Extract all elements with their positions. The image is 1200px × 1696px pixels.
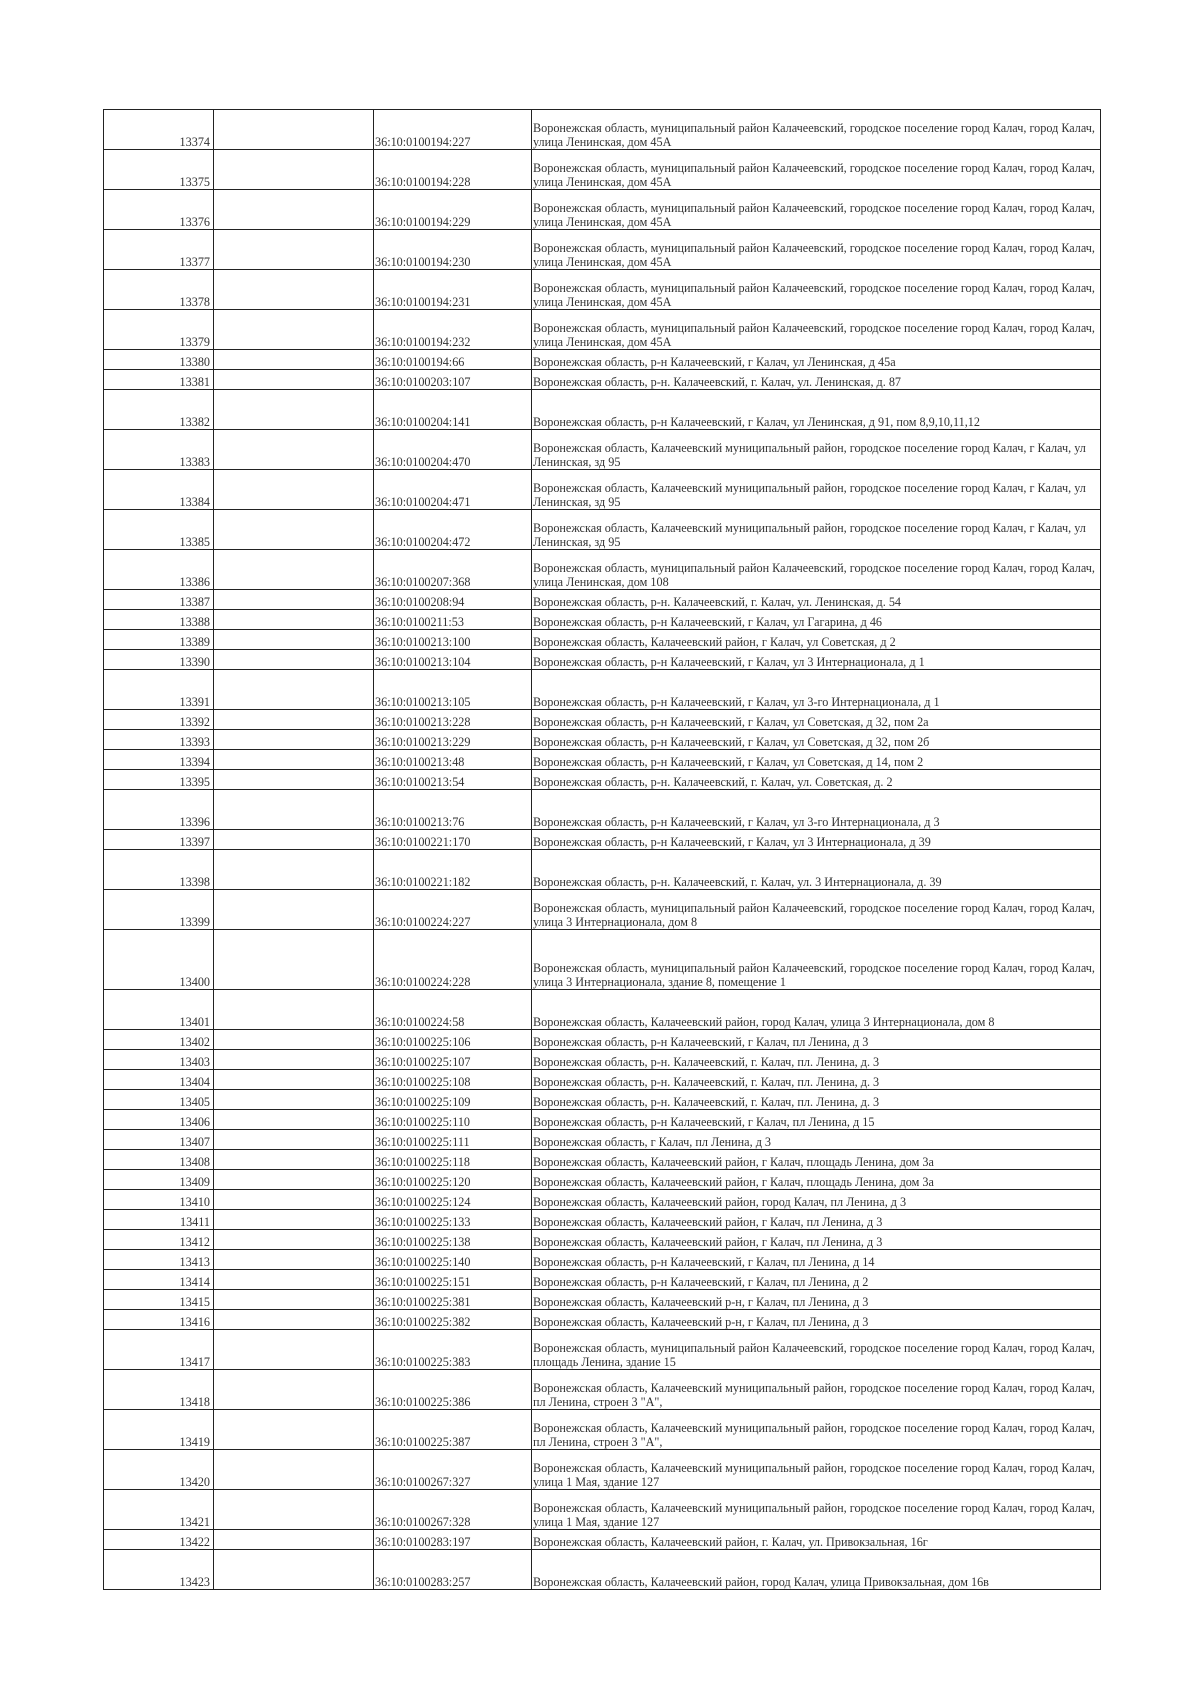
empty-cell — [214, 470, 374, 510]
address-cell: Воронежская область, Калачеевский муниципальный район, городское поселение город Калач, г Калач, ул Ленинская, зд 95 — [532, 430, 1101, 470]
row-number: 13405 — [104, 1090, 214, 1110]
table-row — [104, 390, 1101, 430]
address-cell: Воронежская область, р-н Калачеевский, г Калач, ул 3-го Интернационала, д 3 — [532, 790, 1101, 830]
empty-cell — [214, 830, 374, 850]
row-number: 13388 — [104, 610, 214, 630]
cadastral-number: 36:10:0100225:381 — [374, 1290, 532, 1310]
cadastral-number: 36:10:0100267:327 — [374, 1450, 532, 1490]
row-number: 13377 — [104, 230, 214, 270]
address-cell: Воронежская область, р-н. Калачеевский, г. Калач, пл. Ленина, д. 3 — [532, 1050, 1101, 1070]
address-cell: Воронежская область, г Калач, пл Ленина, д 3 — [532, 1130, 1101, 1150]
cadastral-number: 36:10:0100208:94 — [374, 590, 532, 610]
address-cell: Воронежская область, Калачеевский район, город Калач, пл Ленина, д 3 — [532, 1190, 1101, 1210]
cadastral-number: 36:10:0100194:230 — [374, 230, 532, 270]
table-row — [104, 1190, 1101, 1210]
row-number: 13411 — [104, 1210, 214, 1230]
table-row — [104, 630, 1101, 650]
empty-cell — [214, 1070, 374, 1090]
empty-cell — [214, 1490, 374, 1530]
cadastral-number: 36:10:0100225:124 — [374, 1190, 532, 1210]
empty-cell — [214, 1370, 374, 1410]
row-number: 13374 — [104, 110, 214, 150]
table-row — [104, 710, 1101, 730]
empty-cell — [214, 1310, 374, 1330]
table-row — [104, 1250, 1101, 1270]
cadastral-number: 36:10:0100213:228 — [374, 710, 532, 730]
cadastral-number: 36:10:0100194:66 — [374, 350, 532, 370]
row-number: 13418 — [104, 1370, 214, 1410]
row-number: 13410 — [104, 1190, 214, 1210]
registry-rows — [104, 110, 1101, 1590]
row-number: 13392 — [104, 710, 214, 730]
empty-cell — [214, 350, 374, 370]
empty-cell — [214, 1250, 374, 1270]
empty-cell — [214, 1090, 374, 1110]
row-number: 13396 — [104, 790, 214, 830]
table-row — [104, 230, 1101, 270]
row-number: 13397 — [104, 830, 214, 850]
address-cell: Воронежская область, Калачеевский муниципальный район, городское поселение город Калач, город Калач, пл Ленина, строен 3 "А", — [532, 1410, 1101, 1450]
cadastral-number: 36:10:0100225:107 — [374, 1050, 532, 1070]
empty-cell — [214, 850, 374, 890]
address-cell: Воронежская область, р-н Калачеевский, г Калач, ул Ленинская, д 45а — [532, 350, 1101, 370]
empty-cell — [214, 790, 374, 830]
row-number: 13403 — [104, 1050, 214, 1070]
cadastral-number: 36:10:0100225:387 — [374, 1410, 532, 1450]
address-cell: Воронежская область, муниципальный район Калачеевский, городское поселение город Калач, город Калач, улица 3 Интернационала, здание 8, помещение 1 — [532, 930, 1101, 990]
cadastral-number: 36:10:0100194:231 — [374, 270, 532, 310]
table-row — [104, 990, 1101, 1030]
address-cell: Воронежская область, р-н Калачеевский, г Калач, ул 3-го Интернационала, д 1 — [532, 670, 1101, 710]
address-cell: Воронежская область, муниципальный район Калачеевский, городское поселение город Калач, город Калач, площадь Ленина, здание 15 — [532, 1330, 1101, 1370]
row-number: 13419 — [104, 1410, 214, 1450]
empty-cell — [214, 1290, 374, 1310]
empty-cell — [214, 730, 374, 750]
table-row — [104, 1550, 1101, 1590]
cadastral-number: 36:10:0100194:232 — [374, 310, 532, 350]
cadastral-number: 36:10:0100204:470 — [374, 430, 532, 470]
cadastral-number: 36:10:0100225:111 — [374, 1130, 532, 1150]
empty-cell — [214, 1530, 374, 1550]
row-number: 13393 — [104, 730, 214, 750]
address-cell: Воронежская область, р-н Калачеевский, г Калач, ул Советская, д 32, пом 2б — [532, 730, 1101, 750]
table-row — [104, 750, 1101, 770]
address-cell: Воронежская область, р-н. Калачеевский, г. Калач, ул. 3 Интернационала, д. 39 — [532, 850, 1101, 890]
empty-cell — [214, 550, 374, 590]
cadastral-number: 36:10:0100225:382 — [374, 1310, 532, 1330]
empty-cell — [214, 1550, 374, 1590]
empty-cell — [214, 930, 374, 990]
table-row — [104, 1530, 1101, 1550]
table-row — [104, 270, 1101, 310]
empty-cell — [214, 510, 374, 550]
row-number: 13407 — [104, 1130, 214, 1150]
cadastral-number: 36:10:0100221:170 — [374, 830, 532, 850]
row-number: 13385 — [104, 510, 214, 550]
row-number: 13404 — [104, 1070, 214, 1090]
table-row — [104, 1490, 1101, 1530]
cadastral-number: 36:10:0100221:182 — [374, 850, 532, 890]
empty-cell — [214, 890, 374, 930]
cadastral-number: 36:10:0100211:53 — [374, 610, 532, 630]
empty-cell — [214, 1050, 374, 1070]
table-row — [104, 850, 1101, 890]
address-cell: Воронежская область, муниципальный район Калачеевский, городское поселение город Калач, город Калач, улица Ленинская, дом 108 — [532, 550, 1101, 590]
address-cell: Воронежская область, Калачеевский муниципальный район, городское поселение город Калач, город Калач, улица 1 Мая, здание 127 — [532, 1490, 1101, 1530]
cadastral-number: 36:10:0100213:104 — [374, 650, 532, 670]
address-cell: Воронежская область, муниципальный район Калачеевский, городское поселение город Калач, город Калач, улица Ленинская, дом 45А — [532, 110, 1101, 150]
cadastral-number: 36:10:0100213:100 — [374, 630, 532, 650]
address-cell: Воронежская область, Калачеевский район, г Калач, площадь Ленина, дом 3а — [532, 1150, 1101, 1170]
empty-cell — [214, 390, 374, 430]
address-cell: Воронежская область, муниципальный район Калачеевский, городское поселение город Калач, город Калач, улица Ленинская, дом 45А — [532, 150, 1101, 190]
table-row — [104, 770, 1101, 790]
table-row — [104, 590, 1101, 610]
table-row — [104, 830, 1101, 850]
address-cell: Воронежская область, р-н Калачеевский, г Калач, ул Ленинская, д 91, пом 8,9,10,11,12 — [532, 390, 1101, 430]
empty-cell — [214, 1030, 374, 1050]
table-row — [104, 370, 1101, 390]
empty-cell — [214, 1450, 374, 1490]
address-cell: Воронежская область, Калачеевский район, город Калач, улица 3 Интернационала, дом 8 — [532, 990, 1101, 1030]
cadastral-number: 36:10:0100207:368 — [374, 550, 532, 590]
row-number: 13408 — [104, 1150, 214, 1170]
empty-cell — [214, 1170, 374, 1190]
empty-cell — [214, 1270, 374, 1290]
address-cell: Воронежская область, муниципальный район Калачеевский, городское поселение город Калач, город Калач, улица 3 Интернационала, дом 8 — [532, 890, 1101, 930]
row-number: 13395 — [104, 770, 214, 790]
address-cell: Воронежская область, Калачеевский р-н, г Калач, пл Ленина, д 3 — [532, 1310, 1101, 1330]
cadastral-number: 36:10:0100225:110 — [374, 1110, 532, 1130]
row-number: 13390 — [104, 650, 214, 670]
cadastral-number: 36:10:0100283:257 — [374, 1550, 532, 1590]
table-row — [104, 1230, 1101, 1250]
cadastral-number: 36:10:0100225:140 — [374, 1250, 532, 1270]
table-row — [104, 1090, 1101, 1110]
address-cell: Воронежская область, р-н. Калачеевский, г. Калач, ул. Советская, д. 2 — [532, 770, 1101, 790]
row-number: 13399 — [104, 890, 214, 930]
table-row — [104, 1070, 1101, 1090]
address-cell: Воронежская область, р-н Калачеевский, г Калач, пл Ленина, д 14 — [532, 1250, 1101, 1270]
cadastral-number: 36:10:0100225:138 — [374, 1230, 532, 1250]
table-row — [104, 1130, 1101, 1150]
cadastral-number: 36:10:0100225:109 — [374, 1090, 532, 1110]
table-row — [104, 350, 1101, 370]
row-number: 13414 — [104, 1270, 214, 1290]
row-number: 13417 — [104, 1330, 214, 1370]
cadastral-number: 36:10:0100224:227 — [374, 890, 532, 930]
empty-cell — [214, 610, 374, 630]
empty-cell — [214, 990, 374, 1030]
cadastral-number: 36:10:0100225:106 — [374, 1030, 532, 1050]
empty-cell — [214, 1110, 374, 1130]
cadastral-number: 36:10:0100267:328 — [374, 1490, 532, 1530]
table-row — [104, 1410, 1101, 1450]
table-row — [104, 310, 1101, 350]
empty-cell — [214, 1130, 374, 1150]
table-row — [104, 890, 1101, 930]
cadastral-number: 36:10:0100225:108 — [374, 1070, 532, 1090]
empty-cell — [214, 670, 374, 710]
cadastral-number: 36:10:0100204:141 — [374, 390, 532, 430]
address-cell: Воронежская область, Калачеевский муниципальный район, городское поселение город Калач, г Калач, ул Ленинская, зд 95 — [532, 510, 1101, 550]
cadastral-number: 36:10:0100204:471 — [374, 470, 532, 510]
row-number: 13382 — [104, 390, 214, 430]
address-cell: Воронежская область, р-н Калачеевский, г Калач, ул 3 Интернационала, д 1 — [532, 650, 1101, 670]
cadastral-number: 36:10:0100225:383 — [374, 1330, 532, 1370]
table-row — [104, 650, 1101, 670]
address-cell: Воронежская область, р-н Калачеевский, г Калач, пл Ленина, д 3 — [532, 1030, 1101, 1050]
cadastral-number: 36:10:0100213:76 — [374, 790, 532, 830]
address-cell: Воронежская область, Калачеевский муниципальный район, городское поселение город Калач, город Калач, улица 1 Мая, здание 127 — [532, 1450, 1101, 1490]
row-number: 13375 — [104, 150, 214, 190]
cadastral-number: 36:10:0100213:229 — [374, 730, 532, 750]
table-row — [104, 790, 1101, 830]
table-row — [104, 1170, 1101, 1190]
empty-cell — [214, 1210, 374, 1230]
cadastral-number: 36:10:0100224:228 — [374, 930, 532, 990]
cadastral-number: 36:10:0100203:107 — [374, 370, 532, 390]
table-row — [104, 1450, 1101, 1490]
cadastral-number: 36:10:0100194:228 — [374, 150, 532, 190]
address-cell: Воронежская область, р-н. Калачеевский, г. Калач, ул. Ленинская, д. 54 — [532, 590, 1101, 610]
address-cell: Воронежская область, р-н. Калачеевский, г. Калач, пл. Ленина, д. 3 — [532, 1070, 1101, 1090]
address-cell: Воронежская область, р-н Калачеевский, г Калач, ул Советская, д 32, пом 2а — [532, 710, 1101, 730]
empty-cell — [214, 650, 374, 670]
empty-cell — [214, 590, 374, 610]
table-row — [104, 430, 1101, 470]
address-cell: Воронежская область, муниципальный район Калачеевский, городское поселение город Калач, город Калач, улица Ленинская, дом 45А — [532, 230, 1101, 270]
address-cell: Воронежская область, р-н Калачеевский, г Калач, ул Советская, д 14, пом 2 — [532, 750, 1101, 770]
row-number: 13400 — [104, 930, 214, 990]
address-cell: Воронежская область, Калачеевский муниципальный район, городское поселение город Калач, город Калач, пл Ленина, строен 3 "А", — [532, 1370, 1101, 1410]
empty-cell — [214, 750, 374, 770]
address-cell: Воронежская область, Калачеевский район, г Калач, ул Советская, д 2 — [532, 630, 1101, 650]
empty-cell — [214, 230, 374, 270]
address-cell: Воронежская область, Калачеевский район, город Калач, улица Привокзальная, дом 16в — [532, 1550, 1101, 1590]
row-number: 13391 — [104, 670, 214, 710]
row-number: 13380 — [104, 350, 214, 370]
registry-table — [103, 109, 1101, 1590]
empty-cell — [214, 310, 374, 350]
address-cell: Воронежская область, Калачеевский муниципальный район, городское поселение город Калач, г Калач, ул Ленинская, зд 95 — [532, 470, 1101, 510]
cadastral-number: 36:10:0100225:151 — [374, 1270, 532, 1290]
address-cell: Воронежская область, р-н. Калачеевский, г. Калач, ул. Ленинская, д. 87 — [532, 370, 1101, 390]
empty-cell — [214, 630, 374, 650]
address-cell: Воронежская область, муниципальный район Калачеевский, городское поселение город Калач, город Калач, улица Ленинская, дом 45А — [532, 310, 1101, 350]
address-cell: Воронежская область, р-н. Калачеевский, г. Калач, пл. Ленина, д. 3 — [532, 1090, 1101, 1110]
row-number: 13415 — [104, 1290, 214, 1310]
cadastral-number: 36:10:0100224:58 — [374, 990, 532, 1030]
row-number: 13402 — [104, 1030, 214, 1050]
row-number: 13398 — [104, 850, 214, 890]
table-row — [104, 550, 1101, 590]
row-number: 13421 — [104, 1490, 214, 1530]
empty-cell — [214, 370, 374, 390]
row-number: 13406 — [104, 1110, 214, 1130]
empty-cell — [214, 110, 374, 150]
table-row — [104, 670, 1101, 710]
empty-cell — [214, 430, 374, 470]
table-row — [104, 1210, 1101, 1230]
row-number: 13420 — [104, 1450, 214, 1490]
empty-cell — [214, 1230, 374, 1250]
address-cell: Воронежская область, Калачеевский район, г. Калач, ул. Привокзальная, 16г — [532, 1530, 1101, 1550]
address-cell: Воронежская область, Калачеевский район, г Калач, пл Ленина, д 3 — [532, 1210, 1101, 1230]
row-number: 13379 — [104, 310, 214, 350]
empty-cell — [214, 1330, 374, 1370]
table-row — [104, 1110, 1101, 1130]
address-cell: Воронежская область, Калачеевский район, г Калач, площадь Ленина, дом 3а — [532, 1170, 1101, 1190]
table-row — [104, 1290, 1101, 1310]
table-row — [104, 1310, 1101, 1330]
address-cell: Воронежская область, р-н Калачеевский, г Калач, ул 3 Интернационала, д 39 — [532, 830, 1101, 850]
table-row — [104, 150, 1101, 190]
table-row — [104, 610, 1101, 630]
row-number: 13389 — [104, 630, 214, 650]
cadastral-number: 36:10:0100225:120 — [374, 1170, 532, 1190]
cadastral-number: 36:10:0100225:118 — [374, 1150, 532, 1170]
empty-cell — [214, 710, 374, 730]
table-row — [104, 930, 1101, 990]
cadastral-number: 36:10:0100213:105 — [374, 670, 532, 710]
address-cell: Воронежская область, муниципальный район Калачеевский, городское поселение город Калач, город Калач, улица Ленинская, дом 45А — [532, 270, 1101, 310]
table-row — [104, 1330, 1101, 1370]
row-number: 13394 — [104, 750, 214, 770]
row-number: 13384 — [104, 470, 214, 510]
row-number: 13416 — [104, 1310, 214, 1330]
row-number: 13383 — [104, 430, 214, 470]
cadastral-number: 36:10:0100194:229 — [374, 190, 532, 230]
row-number: 13378 — [104, 270, 214, 310]
row-number: 13387 — [104, 590, 214, 610]
cadastral-number: 36:10:0100283:197 — [374, 1530, 532, 1550]
table-row — [104, 1270, 1101, 1290]
table-row — [104, 110, 1101, 150]
empty-cell — [214, 150, 374, 190]
table-row — [104, 190, 1101, 230]
address-cell: Воронежская область, Калачеевский район, г Калач, пл Ленина, д 3 — [532, 1230, 1101, 1250]
address-cell: Воронежская область, муниципальный район Калачеевский, городское поселение город Калач, город Калач, улица Ленинская, дом 45А — [532, 190, 1101, 230]
table-row — [104, 1050, 1101, 1070]
row-number: 13423 — [104, 1550, 214, 1590]
table-row — [104, 730, 1101, 750]
empty-cell — [214, 1410, 374, 1450]
table-row — [104, 1370, 1101, 1410]
row-number: 13409 — [104, 1170, 214, 1190]
row-number: 13401 — [104, 990, 214, 1030]
cadastral-number: 36:10:0100194:227 — [374, 110, 532, 150]
cadastral-number: 36:10:0100225:133 — [374, 1210, 532, 1230]
row-number: 13381 — [104, 370, 214, 390]
cadastral-number: 36:10:0100213:54 — [374, 770, 532, 790]
table-row — [104, 1150, 1101, 1170]
table-row — [104, 470, 1101, 510]
cadastral-number: 36:10:0100225:386 — [374, 1370, 532, 1410]
address-cell: Воронежская область, р-н Калачеевский, г Калач, пл Ленина, д 15 — [532, 1110, 1101, 1130]
empty-cell — [214, 270, 374, 310]
cadastral-number: 36:10:0100213:48 — [374, 750, 532, 770]
address-cell: Воронежская область, р-н Калачеевский, г Калач, ул Гагарина, д 46 — [532, 610, 1101, 630]
row-number: 13386 — [104, 550, 214, 590]
address-cell: Воронежская область, р-н Калачеевский, г Калач, пл Ленина, д 2 — [532, 1270, 1101, 1290]
address-cell: Воронежская область, Калачеевский р-н, г Калач, пл Ленина, д 3 — [532, 1290, 1101, 1310]
row-number: 13413 — [104, 1250, 214, 1270]
table-row — [104, 510, 1101, 550]
empty-cell — [214, 770, 374, 790]
row-number: 13412 — [104, 1230, 214, 1250]
empty-cell — [214, 190, 374, 230]
row-number: 13422 — [104, 1530, 214, 1550]
cadastral-number: 36:10:0100204:472 — [374, 510, 532, 550]
table-row — [104, 1030, 1101, 1050]
row-number: 13376 — [104, 190, 214, 230]
empty-cell — [214, 1150, 374, 1170]
empty-cell — [214, 1190, 374, 1210]
